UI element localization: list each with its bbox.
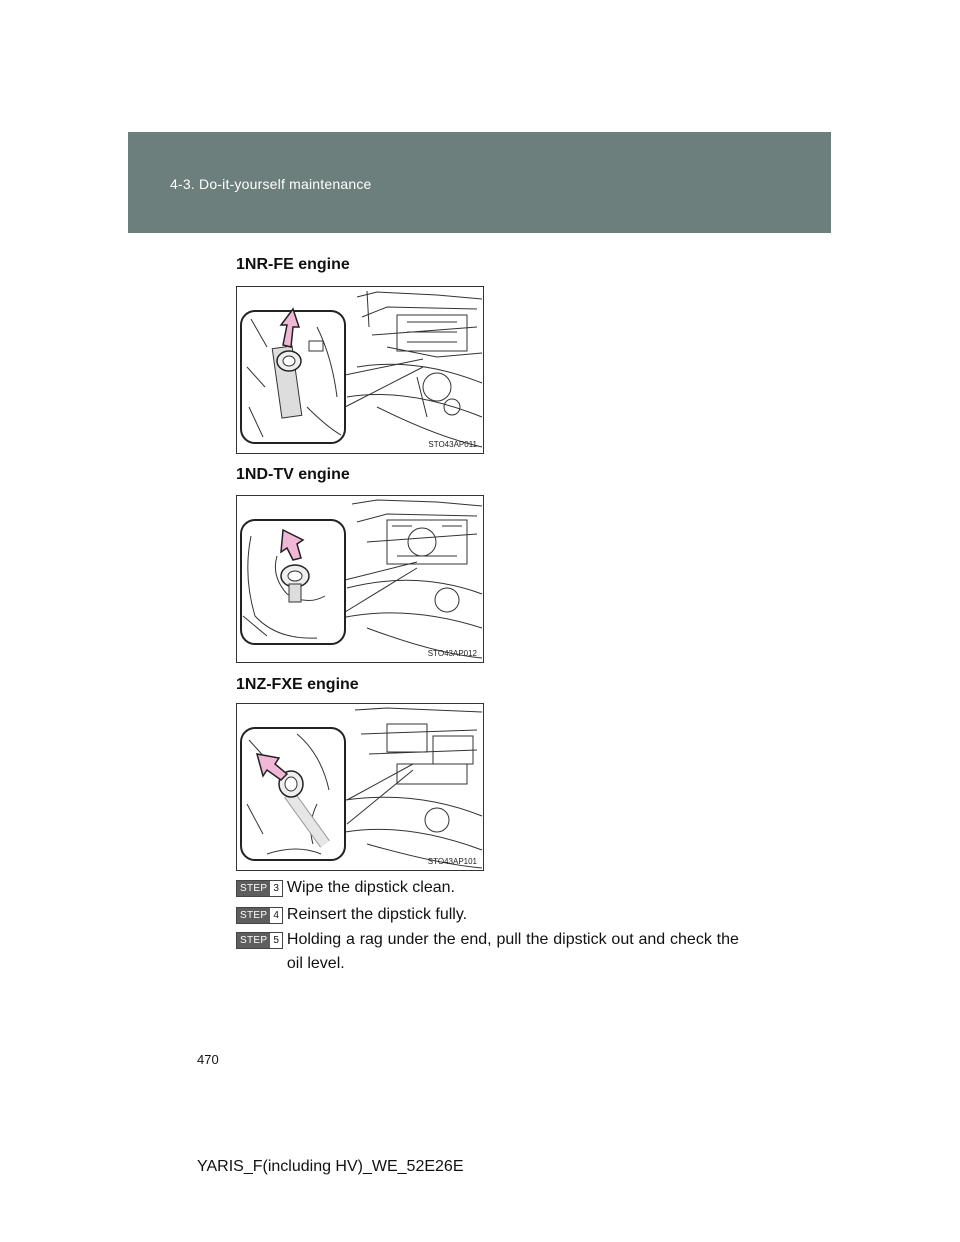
step-text: Reinsert the dipstick fully. <box>286 906 468 923</box>
step-5 <box>236 928 739 976</box>
step-3 <box>236 876 739 900</box>
figure-heading-1nz-fxe: 1NZ-FXE engine <box>236 676 359 693</box>
step-text: Wipe the dipstick clean. <box>286 879 455 896</box>
figure-code: STO43AP101 <box>427 857 477 866</box>
step-badge: STEP 4 <box>236 907 283 924</box>
engine-illustration-1nr-fe <box>237 287 484 454</box>
step-badge: STEP 5 <box>236 932 283 949</box>
figure-heading-1nr-fe: 1NR-FE engine <box>236 256 350 273</box>
figure-heading-1nd-tv: 1ND-TV engine <box>236 466 350 483</box>
figure-1nr-fe-engine <box>236 286 484 454</box>
page-number: 470 <box>197 1052 219 1067</box>
step-text: Holding a rag under the end, pull the dipstick out and check the oil level. <box>286 931 739 972</box>
chapter-header-bar <box>128 132 831 233</box>
figure-code: STO43AP011 <box>428 440 477 449</box>
document-id: YARIS_F(including HV)_WE_52E26E <box>197 1158 464 1175</box>
figure-1nz-fxe-engine <box>236 703 484 871</box>
figure-1nd-tv-engine <box>236 495 484 663</box>
step-4 <box>236 903 739 927</box>
section-title: 4-3. Do-it-yourself maintenance <box>170 176 372 192</box>
engine-illustration-1nz-fxe <box>237 704 484 871</box>
figure-code: STO43AP012 <box>427 649 477 658</box>
engine-illustration-1nd-tv <box>237 496 484 663</box>
step-badge: STEP 3 <box>236 880 283 897</box>
